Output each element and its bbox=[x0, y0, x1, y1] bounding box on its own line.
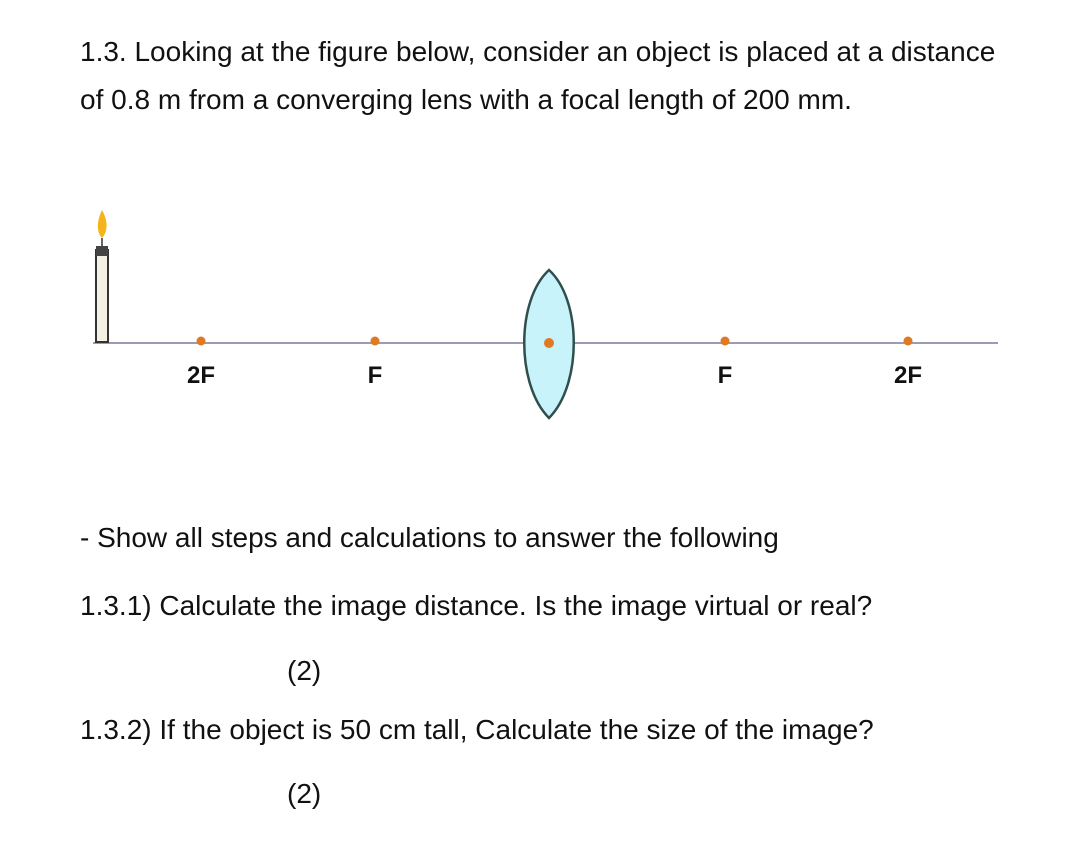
part-2-marks: (2) bbox=[287, 778, 322, 809]
part-2-text: 1.3.2) If the object is 50 cm tall, Calculate the size of the image? bbox=[80, 714, 874, 745]
instruction-text: - Show all steps and calculations to answer the following bbox=[80, 522, 779, 553]
label-2f-left: 2F bbox=[186, 362, 216, 389]
point-2f-left bbox=[197, 337, 206, 346]
point-f-right bbox=[721, 337, 730, 346]
label-f-left: F bbox=[367, 362, 383, 389]
point-2f-right bbox=[904, 337, 913, 346]
point-f-left bbox=[371, 337, 380, 346]
candle-flame-icon bbox=[98, 210, 107, 238]
candle-object bbox=[96, 210, 108, 342]
part-1-text: 1.3.1) Calculate the image distance. Is the image virtual or real? bbox=[80, 590, 873, 621]
part-1-marks: (2) bbox=[287, 655, 322, 686]
lens-diagram bbox=[0, 200, 1080, 440]
label-2f-right: 2F bbox=[893, 362, 923, 389]
label-f-right: F bbox=[717, 362, 733, 389]
question-intro: 1.3. Looking at the figure below, consider an object is placed at a distance of 0.8 m from a converging lens with a focal length of 200 mm. bbox=[80, 36, 996, 115]
lens-center-point bbox=[544, 338, 554, 348]
